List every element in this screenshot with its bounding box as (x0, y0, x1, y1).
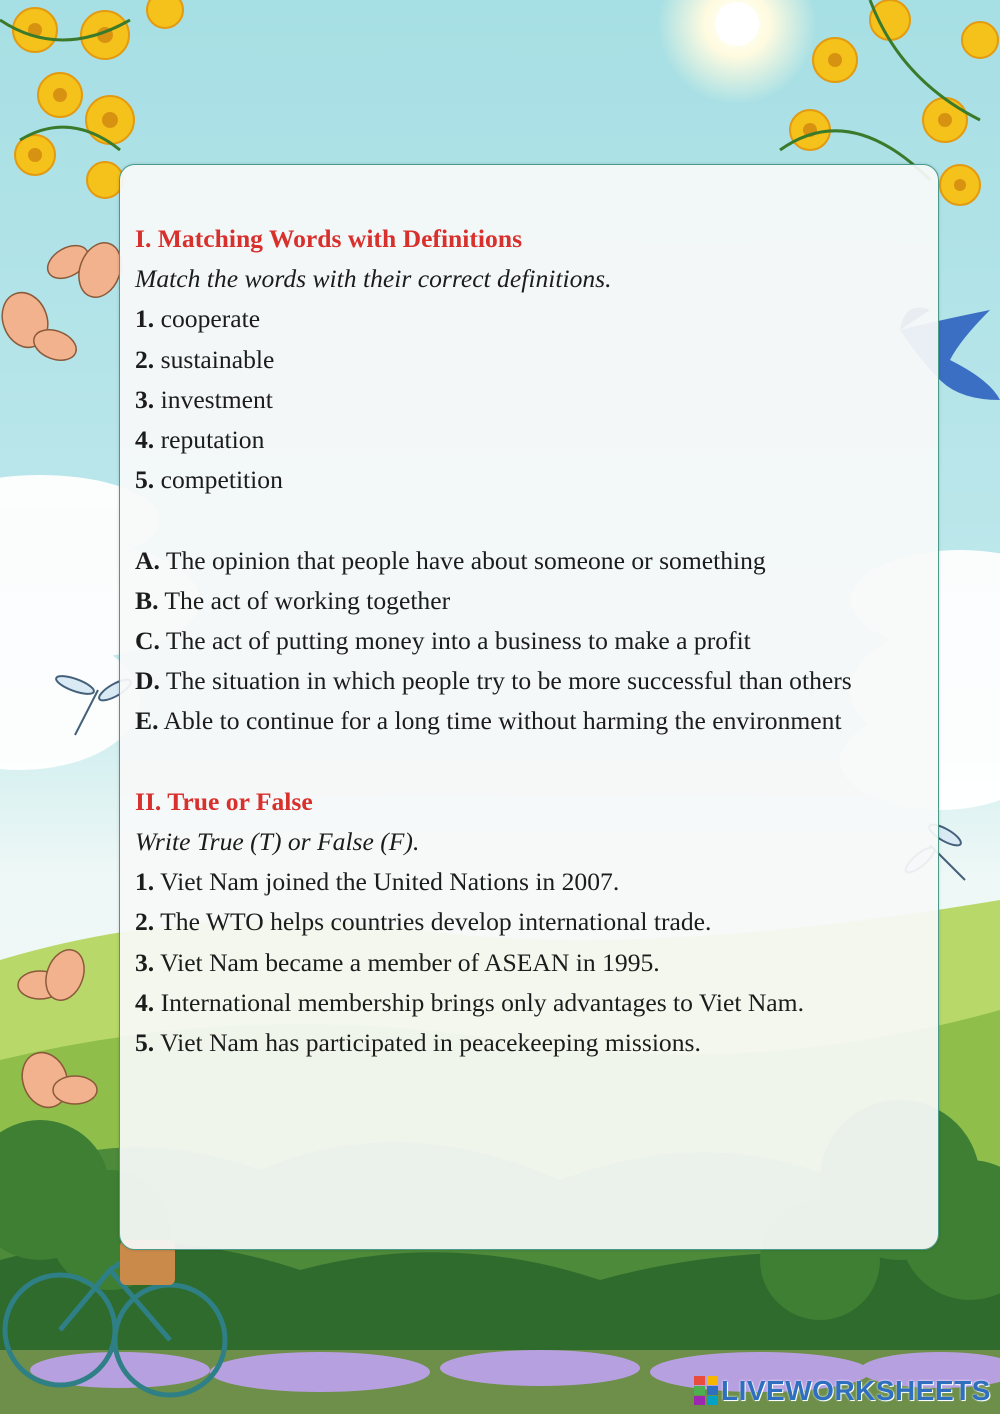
word-item: 1. cooperate (135, 304, 261, 334)
section-title-true-false: II. True or False (135, 786, 313, 816)
liveworksheets-logo (694, 1374, 991, 1408)
section-instruction-true-false: Write True (T) or False (F). (135, 827, 420, 857)
worksheet-content (135, 219, 921, 1063)
section-instruction-matching: Match the words with their correct definitions. (135, 264, 612, 294)
statement-item: 2. The WTO helps countries develop international trade. (135, 907, 712, 937)
definition-item: E. Able to continue for a long time without harming the environment (135, 706, 842, 736)
word-item: 5. competition (135, 465, 283, 495)
word-item: 2. sustainable (135, 344, 275, 374)
liveworksheets-watermark: LIVEWORKSHEETS (721, 1375, 991, 1406)
statement-item: 5. Viet Nam has participated in peacekeeping missions. (135, 1028, 701, 1058)
definition-item: A. The opinion that people have about someone or something (135, 545, 766, 575)
definition-item: D. The situation in which people try to be more successful than others (135, 666, 852, 696)
word-item: 3. investment (135, 384, 273, 414)
statement-item: 3. Viet Nam became a member of ASEAN in 1995. (135, 947, 660, 977)
statement-item: 4. International membership brings only advantages to Viet Nam. (135, 987, 804, 1017)
definition-item: C. The act of putting money into a business to make a profit (135, 626, 751, 656)
word-item: 4. reputation (135, 425, 265, 455)
definition-item: B. The act of working together (135, 585, 451, 615)
liveworksheets-logo-icon (694, 1376, 718, 1406)
section-title-matching: I. Matching Words with Definitions (135, 224, 523, 253)
statement-item: 1. Viet Nam joined the United Nations in 2007. (135, 867, 620, 897)
